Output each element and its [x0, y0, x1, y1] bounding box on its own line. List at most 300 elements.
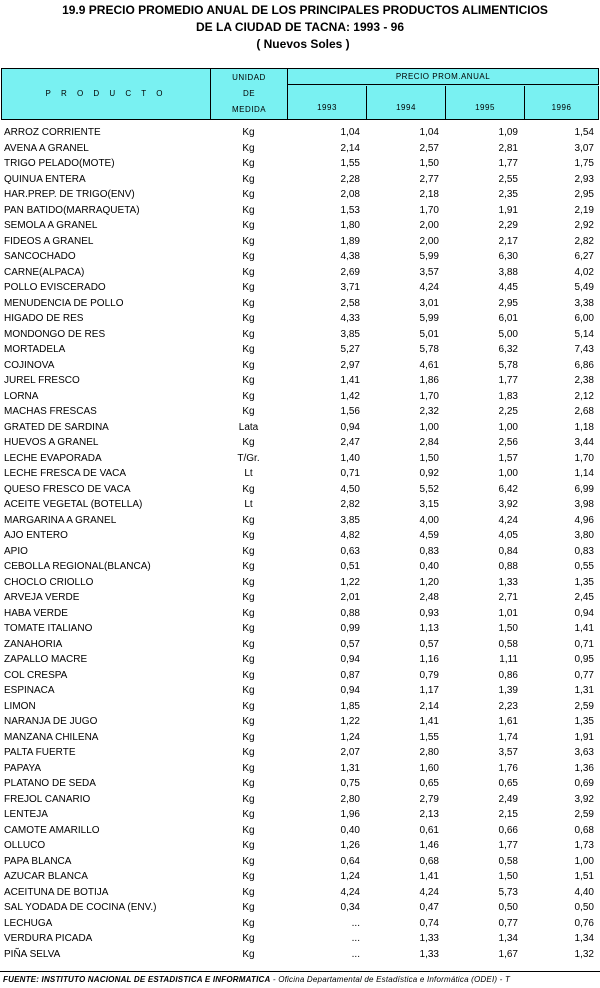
table-row [0, 606, 600, 622]
cell-unidad: Kg [242, 328, 255, 340]
cell-producto: HIGADO DE RES [4, 313, 84, 324]
table-row [0, 187, 600, 203]
cell-producto: FIDEOS A GRANEL [4, 235, 94, 247]
table-row [0, 327, 600, 343]
cell-1995: 5,78 [498, 359, 518, 371]
cell-1996: 6,99 [574, 483, 594, 495]
table-row [0, 513, 600, 529]
cell-1994: 0,57 [419, 638, 439, 650]
cell-1995: 1,74 [498, 731, 518, 743]
cell-1995: 1,91 [498, 204, 518, 216]
cell-1996: 2,95 [574, 189, 594, 200]
cell-1996: 3,63 [574, 747, 594, 758]
cell-1995: 6,30 [498, 251, 518, 262]
cell-1996: 1,41 [574, 623, 594, 634]
cell-1993: 2,47 [340, 437, 360, 448]
cell-1996: 1,35 [574, 716, 594, 727]
cell-1995: 1,77 [498, 375, 518, 386]
cell-unidad: Kg [242, 623, 255, 634]
cell-producto: AJO ENTERO [4, 530, 68, 541]
cell-1993: 0,63 [340, 545, 360, 557]
cell-producto: CARNE(ALPACA) [4, 266, 85, 278]
cell-1995: 1,76 [498, 762, 518, 774]
cell-1993: 2,97 [340, 359, 360, 371]
header-year-1996: 1996 [525, 86, 599, 119]
cell-unidad: Kg [242, 142, 255, 154]
cell-unidad: Kg [242, 933, 255, 944]
cell-unidad: Kg [242, 592, 255, 603]
cell-1996: 0,83 [574, 545, 594, 557]
cell-1993: 0,71 [340, 468, 360, 479]
cell-unidad: Kg [242, 266, 255, 278]
cell-1996: 0,50 [574, 902, 594, 913]
table-row [0, 156, 600, 172]
cell-producto: LENTEJA [4, 809, 48, 820]
cell-1994: 1,00 [419, 421, 439, 433]
cell-producto: LORNA [4, 390, 39, 402]
cell-1994: 3,01 [419, 297, 439, 309]
table-row [0, 590, 600, 606]
header-year-1993: 1993 [288, 86, 367, 119]
cell-1996: 1,70 [574, 452, 594, 464]
cell-producto: ESPINACA [4, 685, 55, 696]
cell-1994: 1,41 [419, 716, 439, 727]
cell-1996: 2,38 [574, 375, 594, 386]
cell-producto: GRATED DE SARDINA [4, 421, 109, 433]
table-row [0, 776, 600, 792]
cell-1995: 5,73 [498, 886, 518, 898]
cell-unidad: Kg [242, 731, 255, 743]
cell-unidad: Kg [242, 638, 255, 650]
header-unidad-line2: DE [242, 89, 256, 98]
footer-label: FUENTE: [3, 975, 40, 984]
cell-unidad: Kg [242, 297, 255, 309]
cell-1994: 3,57 [419, 266, 439, 278]
cell-1995: 2,95 [498, 297, 518, 309]
cell-1994: 1,20 [419, 576, 439, 588]
cell-1996: 1,75 [574, 158, 594, 169]
table-row [0, 792, 600, 808]
cell-1996: 3,07 [574, 142, 594, 154]
table-row [0, 296, 600, 312]
cell-1995: 0,58 [498, 638, 518, 650]
cell-producto: HABA VERDE [4, 607, 68, 619]
cell-unidad: Kg [242, 189, 255, 200]
cell-1993: 1,96 [340, 809, 360, 820]
cell-producto: QUINUA ENTERA [4, 173, 86, 185]
cell-unidad: Kg [242, 700, 255, 712]
cell-1993: 1,40 [340, 452, 360, 464]
cell-1995: 0,77 [498, 917, 518, 929]
header-precio: PRECIO PROM.ANUAL [288, 69, 599, 85]
cell-1994: 2,84 [419, 437, 439, 448]
cell-1993: 2,01 [340, 592, 360, 603]
cell-producto: PLATANO DE SEDA [4, 778, 96, 789]
cell-1995: 1,77 [498, 158, 518, 169]
cell-unidad: Kg [242, 313, 255, 324]
cell-1995: 1,00 [498, 468, 518, 479]
cell-1993: 2,14 [340, 142, 360, 154]
cell-unidad: Kg [242, 855, 255, 867]
cell-1994: 0,79 [419, 669, 439, 681]
cell-1995: 1,77 [498, 840, 518, 851]
cell-1994: 2,00 [419, 220, 439, 231]
cell-producto: COL CRESPA [4, 669, 68, 681]
cell-1995: 2,15 [498, 809, 518, 820]
footer-divider [0, 971, 600, 972]
table-row [0, 373, 600, 389]
cell-1996: 3,80 [574, 530, 594, 541]
table-row [0, 652, 600, 668]
cell-producto: CHOCLO CRIOLLO [4, 576, 94, 588]
header-unidad-line1: UNIDAD [232, 73, 266, 82]
cell-unidad: Kg [242, 840, 255, 851]
cell-1993: 0,51 [340, 561, 360, 572]
cell-unidad: Kg [242, 282, 255, 293]
cell-unidad: Kg [242, 251, 255, 262]
cell-1993: 5,27 [340, 344, 360, 355]
cell-1994: 1,46 [419, 840, 439, 851]
cell-producto: SEMOLA A GRANEL [4, 220, 98, 231]
cell-unidad: Kg [242, 809, 255, 820]
table-row [0, 420, 600, 436]
cell-1994: 1,13 [419, 623, 439, 634]
cell-1994: 2,80 [419, 747, 439, 758]
cell-1993: 2,28 [340, 173, 360, 185]
cell-1996: 2,12 [574, 390, 594, 402]
cell-1993: 1,55 [340, 158, 360, 169]
cell-1993: 0,34 [340, 902, 360, 913]
cell-1996: 0,77 [574, 669, 594, 681]
cell-producto: POLLO EVISCERADO [4, 282, 106, 293]
table-row [0, 931, 600, 947]
cell-1996: 1,00 [574, 855, 594, 867]
cell-1995: 1,61 [498, 716, 518, 727]
header-unidad-line3: MEDIDA [231, 105, 267, 114]
cell-unidad: Lata [238, 421, 259, 433]
cell-1994: 2,48 [419, 592, 439, 603]
cell-1994: 5,99 [419, 251, 439, 262]
cell-producto: ARROZ CORRIENTE [4, 127, 101, 138]
table-row [0, 807, 600, 823]
table-row [0, 745, 600, 761]
cell-1996: 1,31 [574, 685, 594, 696]
cell-1995: 4,05 [498, 530, 518, 541]
cell-1994: 1,50 [419, 158, 439, 169]
cell-unidad: Kg [242, 235, 255, 247]
cell-1995: 1,67 [498, 948, 518, 960]
cell-1996: 5,14 [574, 328, 594, 340]
table-row [0, 404, 600, 420]
cell-producto: PALTA FUERTE [4, 747, 76, 758]
cell-unidad: Kg [242, 871, 255, 882]
cell-1996: 2,82 [574, 235, 594, 247]
cell-1994: 0,47 [419, 902, 439, 913]
cell-1994: 1,33 [419, 933, 439, 944]
cell-unidad: Kg [242, 173, 255, 185]
cell-producto: FREJOL CANARIO [4, 793, 91, 805]
cell-1996: 1,54 [574, 127, 594, 138]
cell-producto: JUREL FRESCO [4, 375, 80, 386]
cell-unidad: Kg [242, 530, 255, 541]
table-row [0, 265, 600, 281]
cell-1993: ... [351, 933, 360, 944]
cell-1994: 2,14 [419, 700, 439, 712]
cell-producto: LECHE FRESCA DE VACA [4, 468, 127, 479]
cell-1995: 3,92 [498, 499, 518, 510]
cell-1995: 1,33 [498, 576, 518, 588]
cell-1996: 4,02 [574, 266, 594, 278]
cell-1994: 2,79 [419, 793, 439, 805]
table-row [0, 869, 600, 885]
table-row [0, 234, 600, 250]
cell-1995: 0,58 [498, 855, 518, 867]
table-row [0, 699, 600, 715]
cell-producto: HUEVOS A GRANEL [4, 437, 99, 448]
cell-unidad: Kg [242, 127, 255, 138]
cell-1996: 1,34 [574, 933, 594, 944]
cell-1993: 0,94 [340, 654, 360, 665]
cell-1995: 2,81 [498, 142, 518, 154]
cell-1994: 1,86 [419, 375, 439, 386]
cell-unidad: Kg [242, 406, 255, 417]
header-year-1995: 1995 [446, 86, 525, 119]
table-row [0, 637, 600, 653]
table-row [0, 311, 600, 327]
cell-1996: 1,36 [574, 762, 594, 774]
cell-1993: 2,69 [340, 266, 360, 278]
table-row [0, 854, 600, 870]
cell-unidad: T/Gr. [237, 452, 260, 464]
cell-1996: 0,55 [574, 561, 594, 572]
cell-1995: 6,42 [498, 483, 518, 495]
cell-1996: 0,68 [574, 824, 594, 836]
table-row [0, 342, 600, 358]
cell-unidad: Kg [242, 917, 255, 929]
cell-1993: 1,41 [340, 375, 360, 386]
cell-producto: TRIGO PELADO(MOTE) [4, 158, 115, 169]
cell-unidad: Lt [244, 468, 253, 479]
cell-1995: 1,11 [499, 654, 518, 665]
cell-producto: PAN BATIDO(MARRAQUETA) [4, 204, 140, 216]
table-header [1, 68, 599, 120]
cell-1996: 2,59 [574, 700, 594, 712]
cell-producto: LECHE EVAPORADA [4, 452, 102, 464]
cell-producto: HAR.PREP. DE TRIGO(ENV) [4, 189, 135, 200]
cell-1996: 4,40 [574, 886, 594, 898]
cell-producto: ACEITUNA DE BOTIJA [4, 886, 109, 898]
cell-1993: 2,08 [340, 189, 360, 200]
cell-1993: 4,82 [340, 530, 360, 541]
cell-1996: 2,45 [574, 592, 594, 603]
cell-unidad: Kg [242, 561, 255, 572]
cell-1993: 0,88 [340, 607, 360, 619]
cell-1994: 2,57 [419, 142, 439, 154]
cell-1996: 1,18 [574, 421, 594, 433]
cell-1993: 1,85 [340, 700, 360, 712]
cell-1995: 2,49 [498, 793, 518, 805]
cell-producto: TOMATE ITALIANO [4, 623, 93, 634]
cell-producto: CEBOLLA REGIONAL(BLANCA) [4, 561, 151, 572]
cell-1996: 1,51 [574, 871, 594, 882]
cell-1995: 1,01 [498, 607, 518, 619]
cell-producto: NARANJA DE JUGO [4, 716, 98, 727]
cell-1996: 6,27 [574, 251, 594, 262]
cell-producto: MARGARINA A GRANEL [4, 514, 117, 526]
cell-producto: MANZANA CHILENA [4, 731, 99, 743]
cell-1995: 3,88 [498, 266, 518, 278]
cell-1996: 3,98 [574, 499, 594, 510]
cell-1994: 5,52 [419, 483, 439, 495]
cell-1994: 0,61 [419, 824, 439, 836]
cell-producto: SANCOCHADO [4, 251, 76, 262]
cell-1993: 0,64 [340, 855, 360, 867]
cell-1993: 1,22 [340, 576, 360, 588]
cell-1993: 4,33 [340, 313, 360, 324]
cell-unidad: Kg [242, 886, 255, 898]
cell-1993: 1,56 [340, 406, 360, 417]
cell-producto: LIMON [4, 700, 36, 712]
cell-1993: 1,53 [340, 204, 360, 216]
cell-unidad: Kg [242, 669, 255, 681]
cell-1993: 2,80 [340, 793, 360, 805]
cell-1994: 0,93 [419, 607, 439, 619]
cell-1993: ... [351, 917, 360, 929]
title-line-1: 19.9 PRECIO PROMEDIO ANUAL DE LOS PRINCIPALES PRODUCTOS ALIMENTICIOS [62, 3, 548, 17]
cell-1994: 2,77 [419, 173, 439, 185]
table-row [0, 730, 600, 746]
cell-1993: 0,57 [340, 638, 360, 650]
cell-1995: 5,00 [498, 328, 518, 340]
header-unidad [211, 69, 288, 119]
cell-1993: 2,07 [340, 747, 360, 758]
cell-unidad: Kg [242, 344, 255, 355]
footer-source-name: INSTITUTO NACIONAL DE ESTADISTICA E INFORMATICA [41, 975, 271, 984]
cell-1993: 0,87 [340, 669, 360, 681]
table-row [0, 761, 600, 777]
cell-1994: 1,55 [419, 731, 439, 743]
cell-unidad: Kg [242, 545, 255, 557]
cell-producto: MONDONGO DE RES [4, 328, 106, 340]
footer-source-rest: - Oficina Departamental de Estadística e Informática (ODEI) - T [270, 975, 511, 984]
cell-1996: 2,68 [574, 406, 594, 417]
cell-producto: MACHAS FRESCAS [4, 406, 97, 417]
table-row [0, 559, 600, 575]
cell-1995: 2,17 [498, 235, 518, 247]
cell-1993: 1,24 [340, 871, 360, 882]
cell-producto: VERDURA PICADA [4, 933, 93, 944]
cell-1994: 1,04 [419, 127, 439, 138]
table-row [0, 683, 600, 699]
cell-1996: 7,43 [574, 344, 594, 355]
cell-1995: 3,57 [498, 747, 518, 758]
table-row [0, 544, 600, 560]
cell-unidad: Kg [242, 747, 255, 758]
cell-unidad: Kg [242, 483, 255, 495]
cell-1996: 0,69 [574, 778, 594, 789]
cell-producto: ARVEJA VERDE [4, 592, 80, 603]
cell-1994: 2,32 [419, 406, 439, 417]
title-line-2: DE LA CIUDAD DE TACNA: 1993 - 96 [195, 20, 405, 34]
cell-unidad: Kg [242, 716, 255, 727]
cell-1994: 3,15 [419, 499, 439, 510]
table-body [0, 125, 600, 962]
cell-1995: 1,50 [498, 623, 518, 634]
cell-1995: 2,55 [498, 173, 518, 185]
cell-1993: 0,99 [340, 623, 360, 634]
cell-1993: 3,71 [340, 282, 360, 293]
cell-1996: 0,94 [574, 607, 594, 619]
cell-1994: 5,99 [419, 313, 439, 324]
cell-1995: 1,00 [498, 421, 518, 433]
cell-producto: PIÑA SELVA [4, 948, 61, 960]
table-row [0, 714, 600, 730]
cell-1993: 1,31 [340, 762, 360, 774]
table-row [0, 435, 600, 451]
cell-1996: 3,92 [574, 793, 594, 805]
cell-unidad: Kg [242, 685, 255, 696]
cell-unidad: Kg [242, 158, 255, 169]
table-row [0, 172, 600, 188]
table-row [0, 203, 600, 219]
cell-1994: 0,68 [419, 855, 439, 867]
cell-1994: 4,00 [419, 514, 439, 526]
table-row [0, 528, 600, 544]
cell-1995: 1,39 [498, 685, 518, 696]
cell-producto: COJINOVA [4, 359, 55, 371]
cell-1994: 1,70 [419, 390, 439, 402]
cell-producto: PAPA BLANCA [4, 855, 72, 867]
cell-1996: 0,71 [574, 638, 594, 650]
cell-unidad: Kg [242, 654, 255, 665]
cell-1993: 1,04 [340, 127, 360, 138]
table-row [0, 823, 600, 839]
cell-1993: 0,40 [340, 824, 360, 836]
cell-1993: 3,85 [340, 328, 360, 340]
cell-1996: 2,19 [574, 204, 594, 216]
cell-1995: 2,56 [498, 437, 518, 448]
cell-producto: CAMOTE AMARILLO [4, 824, 100, 836]
table-row [0, 451, 600, 467]
table-row [0, 621, 600, 637]
cell-unidad: Kg [242, 824, 255, 836]
title-block [0, 2, 600, 53]
cell-1993: 3,85 [340, 514, 360, 526]
cell-1994: 1,41 [419, 871, 439, 882]
cell-1995: 4,45 [498, 282, 518, 293]
table-row [0, 125, 600, 141]
table-row [0, 466, 600, 482]
cell-1994: 4,24 [419, 886, 439, 898]
cell-producto: ZAPALLO MACRE [4, 654, 88, 665]
cell-1993: 2,82 [340, 499, 360, 510]
cell-1993: 1,89 [340, 235, 360, 247]
cell-unidad: Kg [242, 576, 255, 588]
cell-producto: AVENA A GRANEL [4, 142, 89, 154]
cell-1995: 0,50 [498, 902, 518, 913]
cell-1995: 6,32 [498, 344, 518, 355]
cell-1993: 0,94 [340, 421, 360, 433]
cell-producto: PAPAYA [4, 762, 42, 774]
cell-unidad: Kg [242, 607, 255, 619]
cell-1993: 4,24 [340, 886, 360, 898]
cell-producto: ACEITE VEGETAL (BOTELLA) [4, 499, 143, 510]
cell-1996: 0,95 [574, 654, 594, 665]
cell-unidad: Kg [242, 902, 255, 913]
table-row [0, 482, 600, 498]
cell-1995: 2,23 [498, 700, 518, 712]
table-row [0, 497, 600, 513]
